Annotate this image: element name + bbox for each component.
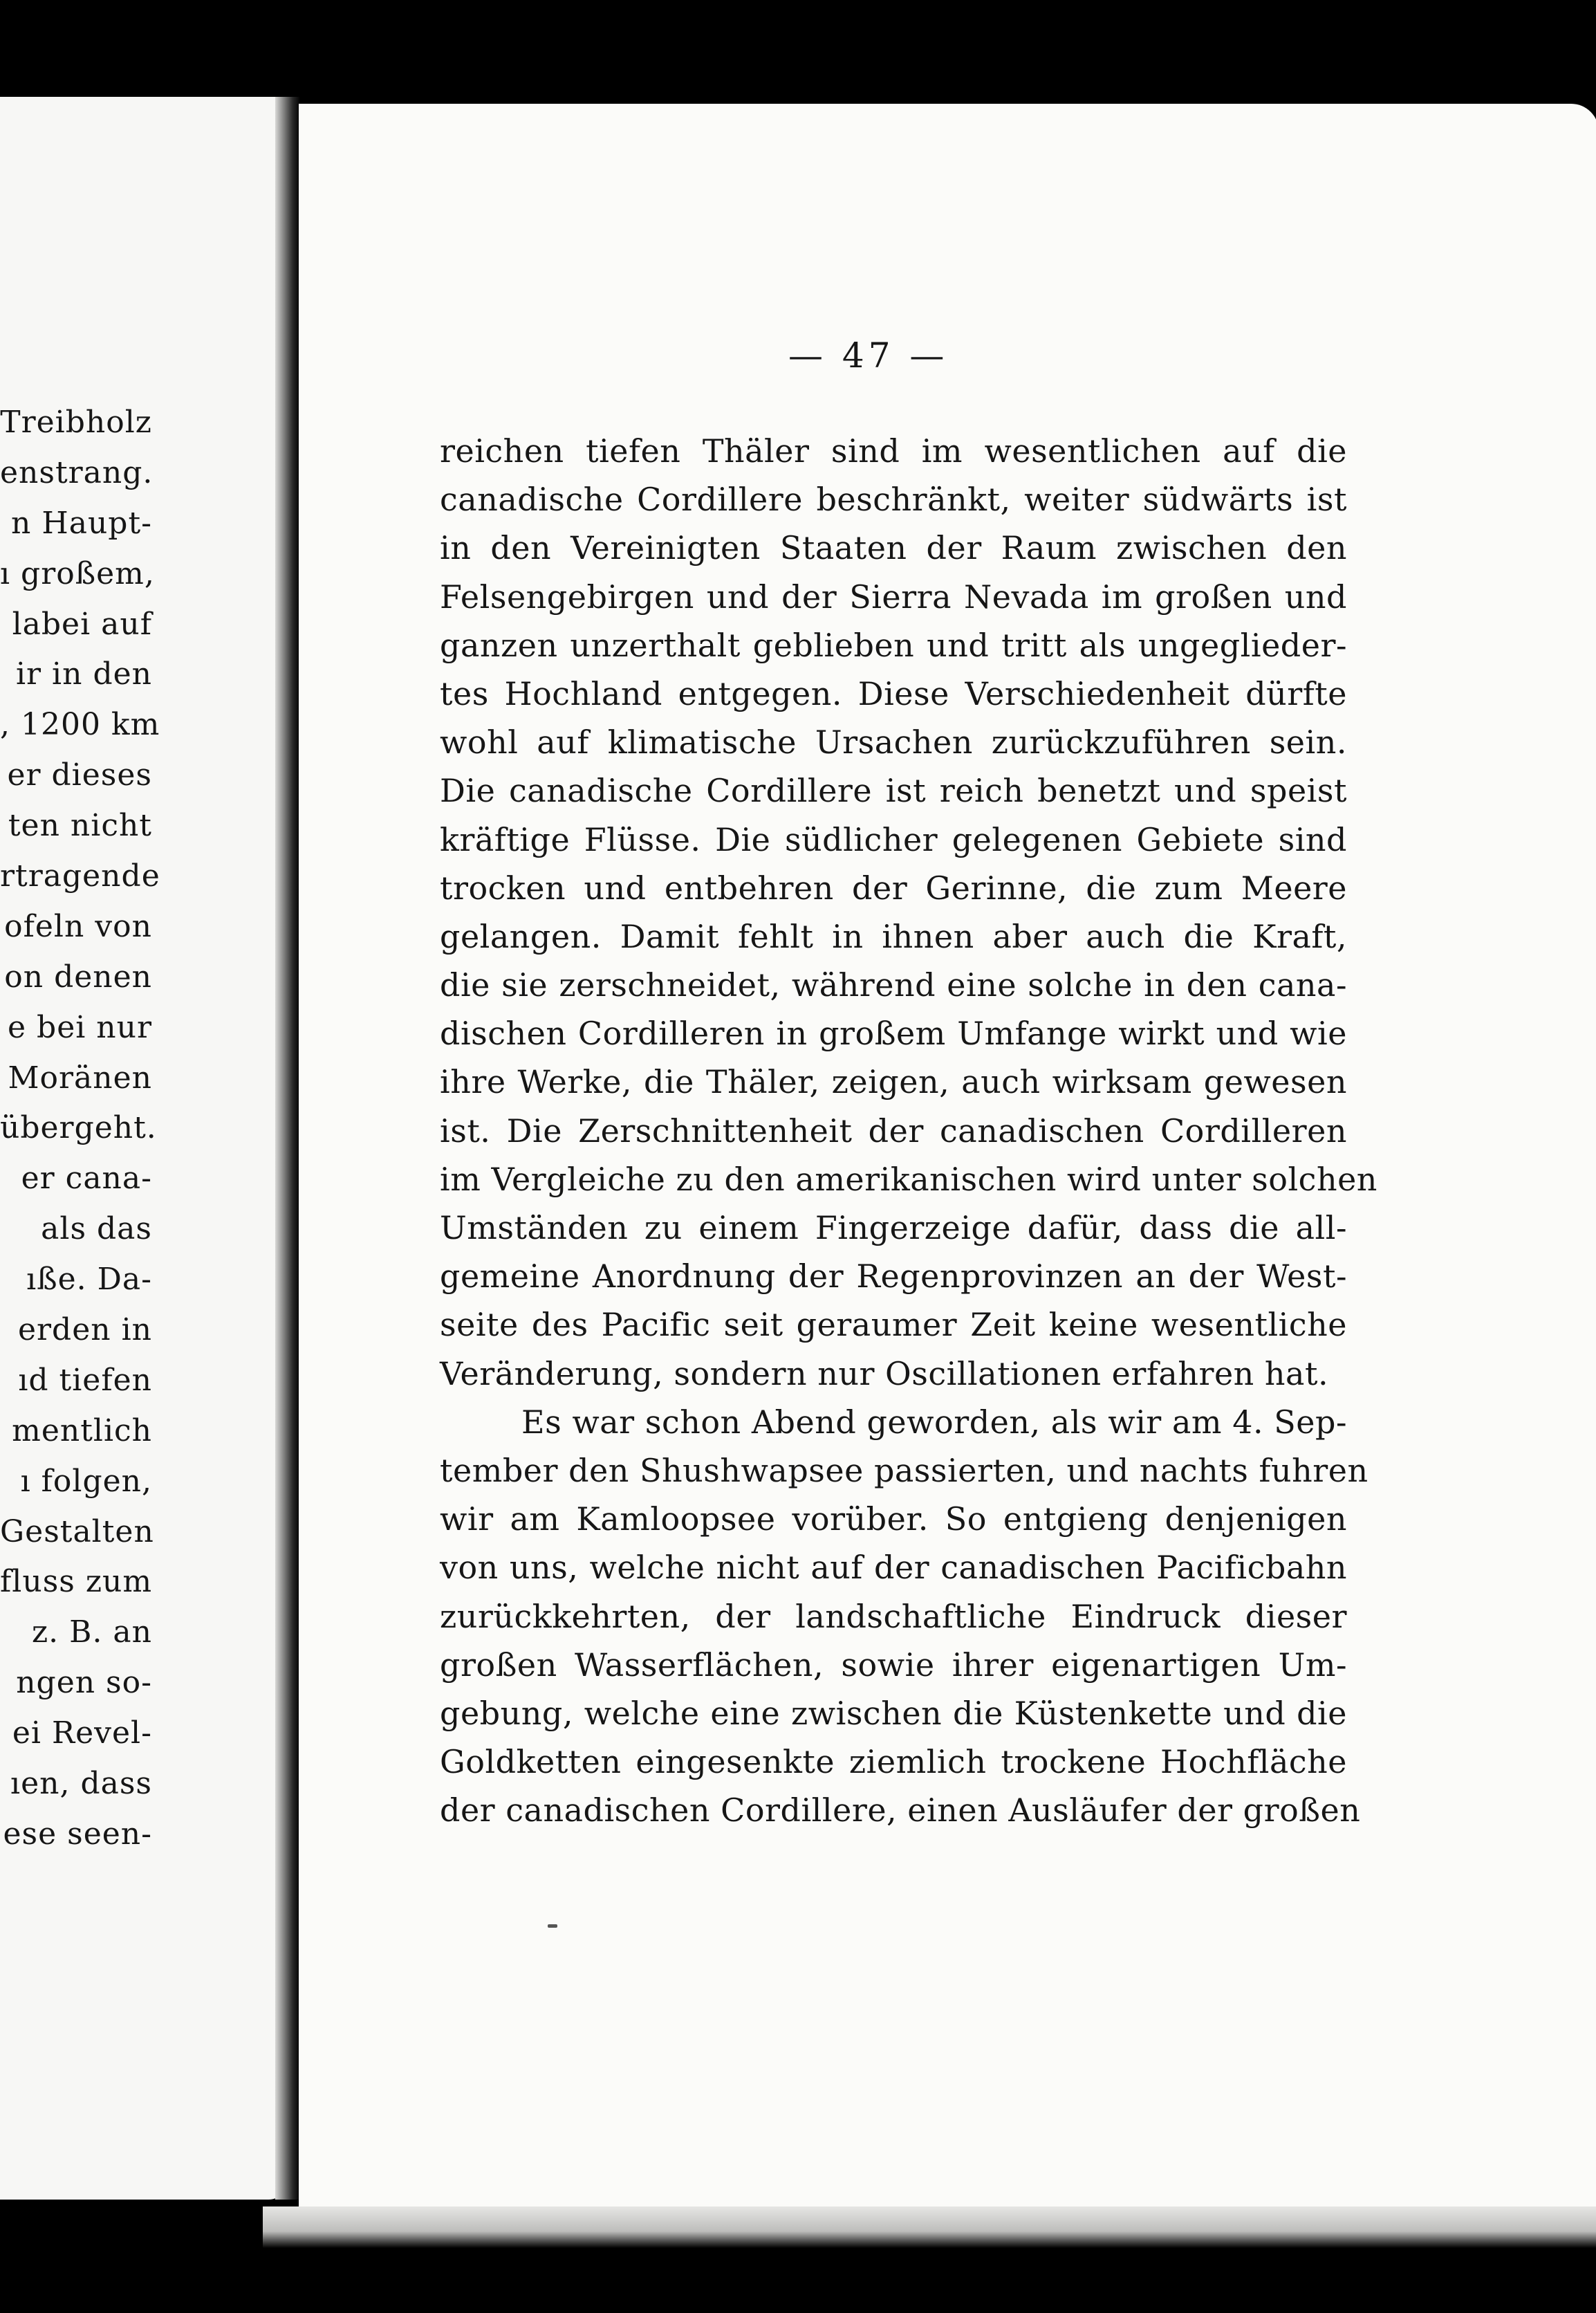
text-line: ist. Die Zerschnittenheit der canadischen Cordilleren [440,1112,1347,1150]
text-line: gemeine Anordnung der Regenprovinzen an der West- [440,1257,1347,1296]
left-line: n Haupt- [11,505,152,541]
left-line: er dieses [7,757,152,793]
left-line: ıen, dass [10,1766,152,1802]
left-line: ıd tiefen [18,1362,152,1398]
page-gutter-shadow [275,97,300,2200]
text-line: wohl auf klimatische Ursachen zurückzuführen sein. [440,724,1347,762]
paragraph-first-line: Es war schon Abend geworden, als wir am 4. Sep- [521,1403,1347,1441]
text-line: tes Hochland entgegen. Diese Verschiedenheit dürfte [440,674,1347,712]
left-line: ese seen- [3,1816,152,1852]
text-line: seite des Pacific seit geraumer Zeit keine wesentliche [440,1306,1347,1344]
left-line: rtragende [0,858,160,894]
text-line: großen Wasserflächen, sowie ihrer eigenartigen Um- [440,1646,1347,1684]
left-line: ıße. Da- [26,1262,152,1298]
left-line: Treibholz [0,405,152,440]
text-line: von uns, welche nicht auf der canadischen Pacificbahn [440,1549,1347,1587]
left-line: mentlich [12,1412,152,1448]
text-line: in den Vereinigten Staaten der Raum zwischen den [440,529,1347,567]
ink-speck [548,1924,557,1928]
left-line: Gestalten [0,1513,154,1549]
left-line: ngen so- [16,1665,152,1701]
text-line: Umständen zu einem Fingerzeige dafür, dass die all- [440,1209,1347,1246]
left-line: ı folgen, [20,1463,152,1499]
left-line: on denen [4,959,152,995]
text-line: die sie zerschneidet, während eine solche in den cana- [440,966,1347,1004]
text-line: canadische Cordillere beschränkt, weiter südwärts ist [440,481,1347,519]
text-line: kräftige Flüsse. Die südlicher gelegenen Gebiete sind [440,820,1347,858]
text-line: gebung, welche eine zwischen die Küstenkette und die [440,1694,1347,1732]
left-line: ir in den [15,656,152,692]
body-text [440,427,1377,1834]
text-line: tember den Shushwapsee passierten, und nachts fuhren [440,1451,1368,1489]
left-line: ı großem, [0,555,155,591]
text-line: trocken und entbehren der Gerinne, die zum Meere [440,869,1347,907]
text-line: ganzen unzerthalt geblieben und tritt als ungeglieder- [440,626,1347,664]
page-bottom-edge [263,2206,1596,2248]
left-line: z. B. an [31,1614,152,1650]
left-line: er cana- [21,1161,152,1197]
left-line: Moränen [8,1060,152,1096]
left-line: enstrang. [0,454,154,490]
left-line: erden in [17,1312,152,1348]
paragraph-last-line: Veränderung, sondern nur Oscillationen erfahren hat. [440,1354,1329,1392]
page-number: — 47 — [788,335,949,376]
left-line: ofeln von [4,908,152,944]
left-line: ei Revel- [12,1715,152,1751]
text-line: Die canadische Cordillere ist reich benetzt und speist [440,772,1347,810]
text-line: Goldketten eingesenkte ziemlich trockene Hochfläche [440,1743,1347,1781]
left-line: labei auf [12,606,152,642]
scan-artifact-mark [678,0,687,18]
text-line: Felsengebirgen und der Sierra Nevada im großen und [440,578,1347,616]
text-line: wir am Kamloopsee vorüber. So entgieng denjenigen [440,1500,1347,1538]
text-line: gelangen. Damit fehlt in ihnen aber auch die Kraft, [440,917,1347,955]
text-line: der canadischen Cordillere, einen Ausläufer der großen [440,1791,1361,1830]
left-line: , 1200 km [0,707,160,743]
text-line: dischen Cordilleren in großem Umfange wirkt und wie [440,1015,1347,1053]
text-line: ihre Werke, die Thäler, zeigen, auch wirksam gewesen [440,1063,1347,1101]
left-line: e bei nur [8,1009,152,1045]
left-line: als das [41,1211,152,1247]
text-line: im Vergleiche zu den amerikanischen wird unter solchen [440,1160,1377,1198]
left-line: ten nicht [8,808,152,844]
left-line: fluss zum [0,1564,153,1600]
left-line: übergeht. [0,1110,157,1146]
text-line: zurückkehrten, der landschaftliche Eindruck dieser [440,1597,1347,1635]
left-page-text-fragments [0,398,160,1860]
text-line: reichen tiefen Thäler sind im wesentlichen auf die [440,432,1347,470]
